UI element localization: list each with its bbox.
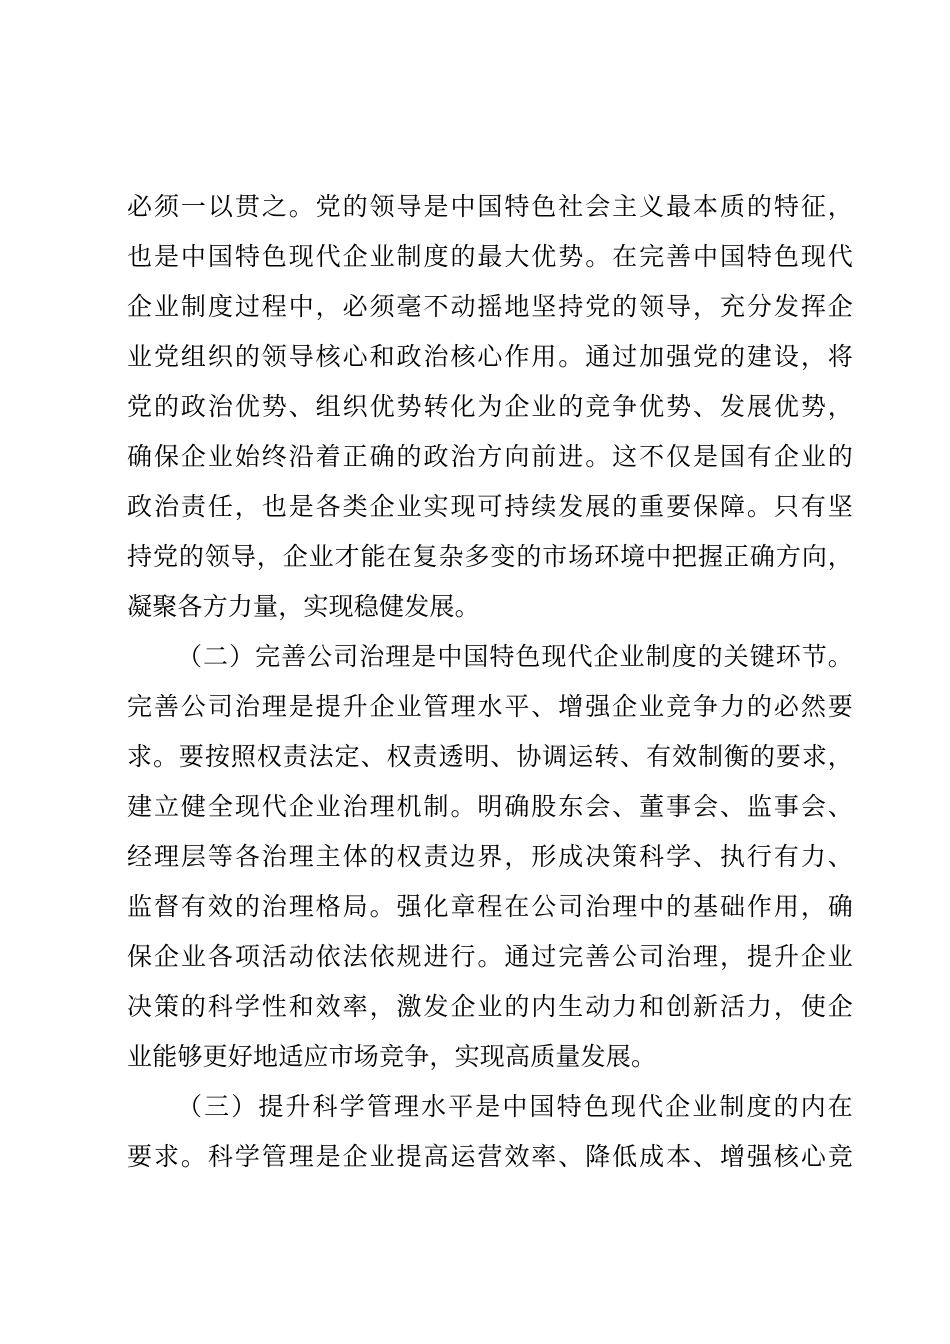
text-line: 监督有效的治理格局。强化章程在公司治理中的基础作用，确 [127,892,853,921]
text-line: 业党组织的领导核心和政治核心作用。通过加强党的建设，将 [127,342,853,371]
text-line: 决策的科学性和效率，激发企业的内生动力和创新活力，使企 [127,992,853,1021]
paragraph-2 [127,632,853,1082]
text-line: 必须一以贯之。党的领导是中国特色社会主义最本质的特征， [127,192,853,221]
paragraph-3 [127,1082,853,1182]
text-line: 建立健全现代企业治理机制。明确股东会、董事会、监事会、 [127,792,853,821]
text-line: 求。要按照权责法定、权责透明、协调运转、有效制衡的要求， [127,742,853,771]
text-line: 确保企业始终沿着正确的政治方向前进。这不仅是国有企业的 [127,442,853,471]
text-line: 保企业各项活动依法依规进行。通过完善公司治理，提升企业 [127,942,853,971]
section-heading-line: （二）完善公司治理是中国特色现代企业制度的关键环节。 [177,642,853,671]
document-body [127,182,853,1182]
text-line: 党的政治优势、组织优势转化为企业的竞争优势、发展优势， [127,392,853,421]
section-heading-line: （三）提升科学管理水平是中国特色现代企业制度的内在 [177,1092,853,1121]
text-line: 企业制度过程中，必须毫不动摇地坚持党的领导，充分发挥企 [127,292,853,321]
paragraph-1 [127,182,853,632]
text-line: 完善公司治理是提升企业管理水平、增强企业竞争力的必然要 [127,692,853,721]
text-line: 政治责任，也是各类企业实现可持续发展的重要保障。只有坚 [127,492,853,521]
text-line: 业能够更好地适应市场竞争，实现高质量发展。 [127,1042,657,1071]
text-line: 经理层等各治理主体的权责边界，形成决策科学、执行有力、 [127,842,853,871]
text-line: 持党的领导，企业才能在复杂多变的市场环境中把握正确方向， [127,542,853,571]
text-line: 凝聚各方力量，实现稳健发展。 [127,592,480,621]
text-line: 也是中国特色现代企业制度的最大优势。在完善中国特色现代 [127,242,853,271]
text-line: 要求。科学管理是企业提高运营效率、降低成本、增强核心竞 [127,1142,853,1171]
